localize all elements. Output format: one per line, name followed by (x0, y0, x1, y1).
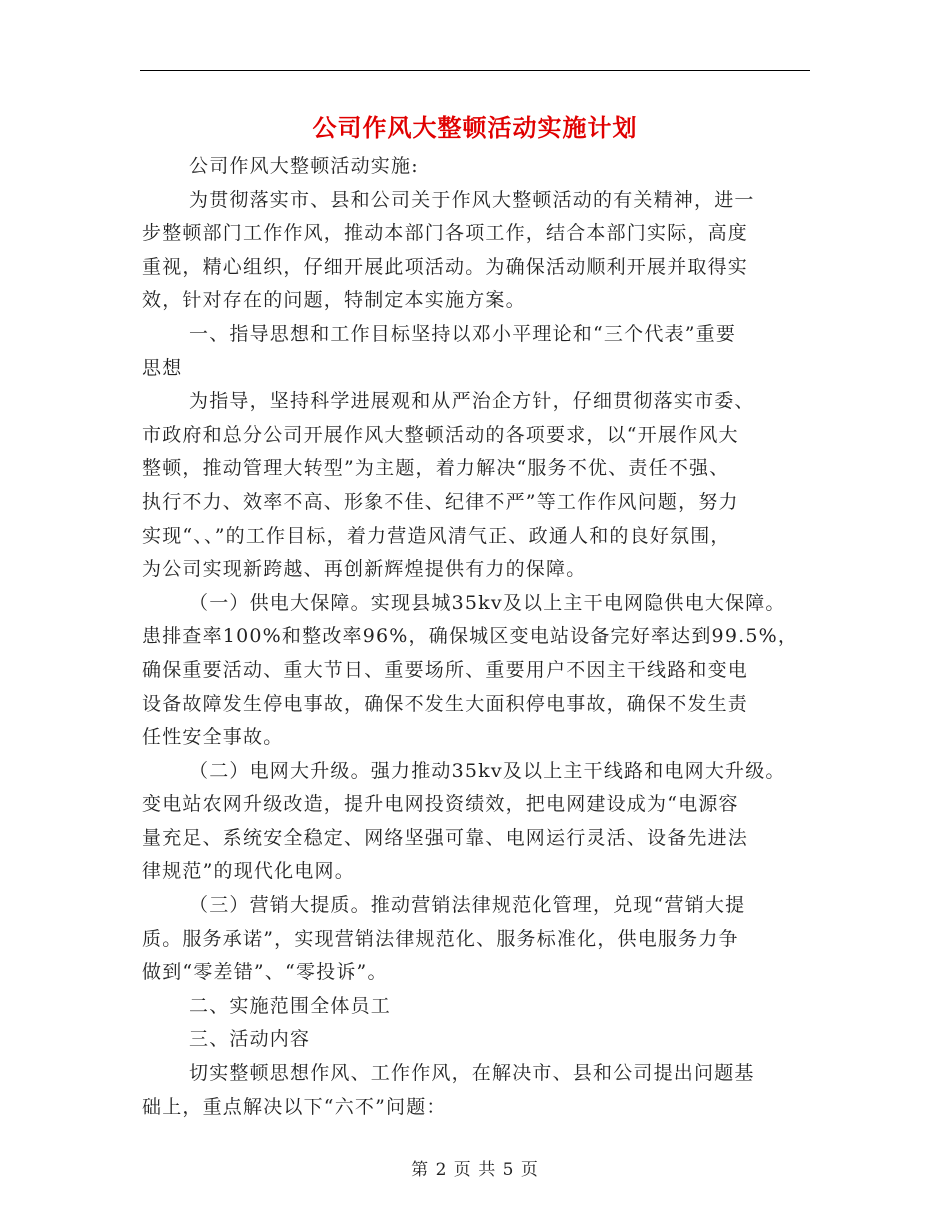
paragraph-line: 患排查率100%和整改率96%，确保城区变电站设备完好率达到99.5%， (142, 625, 799, 648)
paragraph-line: 实现“、、”的工作目标，着力营造风清气正、政通人和的良好氛围， (142, 524, 731, 547)
paragraph-line: 二、实施范围全体员工 (189, 994, 392, 1017)
paragraph-line: （三）营销大提质。推动营销法律规范化管理，兑现“营销大提 (189, 894, 746, 917)
paragraph-line: 为指导，坚持科学进展观和从严治企方针，仔细贯彻落实市委、 (189, 390, 755, 413)
paragraph-line: 切实整顿思想作风、工作作风，在解决市、县和公司提出问题基 (189, 1062, 755, 1085)
paragraph (142, 184, 812, 318)
header-rule (140, 70, 810, 71)
paragraph-line: 思想 (142, 356, 183, 379)
paragraph-line: 重视，精心组织，仔细开展此项活动。为确保活动顺利开展并取得实 (142, 255, 749, 278)
paragraph-line: 律规范”的现代化电网。 (142, 860, 355, 883)
document-body (142, 150, 812, 1124)
paragraph-line: 量充足、系统安全稳定、网络坚强可靠、电网运行灵活、设备先进法 (142, 826, 749, 849)
paragraph (142, 990, 812, 1024)
paragraph-line: 确保重要活动、重大节日、重要场所、重要用户不因主干线路和变电 (142, 658, 749, 681)
paragraph-line: 任性安全事故。 (142, 726, 284, 749)
paragraph (142, 318, 812, 385)
paragraph-line: 公司作风大整顿活动实施: (189, 155, 419, 177)
paragraph-line: 变电站农网升级改造，提升电网投资绩效，把电网建设成为“电源容 (142, 793, 739, 816)
paragraph-line: 步整顿部门工作作风，推动本部门各项工作，结合本部门实际，高度 (142, 222, 749, 245)
paragraph (142, 385, 812, 587)
paragraph-line: 三、活动内容 (189, 1028, 311, 1051)
paragraph-line: 为公司实现新跨越、再创新辉煌提供有力的保障。 (142, 558, 587, 581)
paragraph-line: 质。服务承诺”，实现营销法律规范化、服务标准化，供电服务力争 (142, 927, 739, 950)
paragraph-line: 市政府和总分公司开展作风大整顿活动的各项要求，以“开展作风大 (142, 423, 739, 446)
paragraph-line: （一）供电大保障。实现县城35kv及以上主干电网隐供电大保障。 (189, 591, 786, 614)
paragraph-line: 设备故障发生停电事故，确保不发生大面积停电事故，确保不发生责 (142, 692, 749, 715)
paragraph-line: 一、指导思想和工作目标坚持以邓小平理论和“三个代表”重要 (189, 322, 737, 345)
paragraph (142, 755, 812, 889)
paragraph (142, 587, 812, 755)
paragraph-line: 做到“零差错”、“零投诉”。 (142, 961, 388, 984)
page-footer: 第 2 页 共 5 页 (411, 1160, 539, 1180)
paragraph (142, 889, 812, 990)
paragraph-line: 执行不力、效率不高、形象不佳、纪律不严”等工作作风问题，努力 (142, 490, 739, 513)
paragraph (142, 150, 812, 184)
paragraph-line: 础上，重点解决以下“六不”问题： (142, 1095, 447, 1118)
paragraph (142, 1023, 812, 1057)
paragraph-line: （二）电网大升级。强力推动35kv及以上主干线路和电网大升级。 (189, 759, 786, 782)
document-title: 公司作风大整顿活动实施计划 (312, 114, 638, 142)
paragraph-line: 整顿，推动管理大转型”为主题，着力解决“服务不优、责任不强、 (142, 457, 730, 480)
paragraph-line: 效，针对存在的问题，特制定本实施方案。 (142, 289, 526, 312)
paragraph (142, 1057, 812, 1124)
paragraph-line: 为贯彻落实市、县和公司关于作风大整顿活动的有关精神，进一 (189, 188, 755, 211)
